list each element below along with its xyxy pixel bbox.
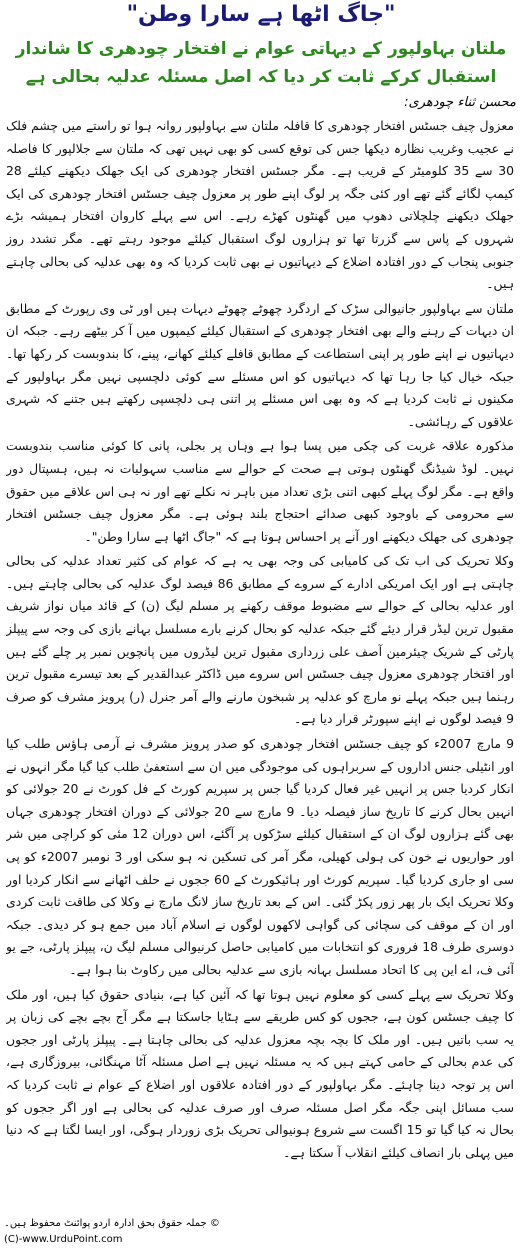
copyright-notice: (C)-www.UrduPoint.com [4, 1234, 123, 1245]
subheadline-line-2: استقبال کرکے ثابت کر دیا کہ اصل مسئلہ عدلیہ بحالی ہے [25, 67, 497, 87]
article-body [6, 115, 514, 1175]
paragraph: وکلا تحریک سے پہلے کسی کو معلوم نہیں ہوتا تھا کہ آئین کیا ہے، بنیادی حقوق کیا ہیں، اور ملک کا چیف جسٹس کون ہے، ججوں کو کس طریقے سے ہٹایا جاسکتا ہے مگر آج بچے بچے کی زبان پر یہ سب باتیں ہیں۔ اور ملک کا بچہ بچہ معزول عدلیہ کی بحالی چاہتا ہے۔ پیپلز پارٹی اور ججوں کی عدم بحالی کے حامی کہتے ہیں کہ یہ مسئلہ نہیں ہے اصل مسئلہ آٹا مہنگائی، بیروزگاری ہے، اس پر توجہ دینا چاہئے۔ مگر بہاولپور کے دور افتادہ علاقوں اور اضلاع کے عوام نے ثابت کردیا کہ سب مسائل اپنی جگہ مگر اصل مسئلہ صرف اور صرف عدلیہ کی بحالی ہے اور اگر ججوں کو بحال نہ کیا گیا تو 15 اگست سے شروع ہونیوالی تحریک بڑی زوردار ہوگی، اور ایسا لگتا ہے کہ دنیا میں پہلی بار انصاف کیلئے انقلاب آ سکتا ہے۔ [6, 986, 514, 1160]
paragraph: وکلا تحریک کی اب تک کی کامیابی کی وجہ بھی یہ ہے کہ عوام کی کثیر تعداد عدلیہ کی بحالی چاہتی ہے اور ایک امریکی ادارے کے سروے کے مطابق 86 فیصد لوگ عدلیہ کی بحالی چاہتے ہیں۔ اور عدلیہ بحالی کے حوالے سے مضبوط موقف رکھنے پر مسلم لیگ (ن) کے قائد میاں نواز شریف مقبول ترین لیڈر قرار دیئے گئے جبکہ عدلیہ کو بحال کرنے بارے مسلسل بہانے بازی کی وجہ سے پیپلز پارٹی کے شریک چیئرمین آصف علی زرداری مقبول ترین لیڈروں میں پانچویں نمبر پر چلے گئے ہیں اور افتخار چودھری معزول چیف جسٹس اس سروے میں ڈاکٹر عبدالقدیر کے بعد تیسرے مقبول ترین رہنما ہیں جبکہ پہلے نو مارچ کو عدلیہ پر شبخون مارنے والے آمر جنرل (ر) پرویز مشرف کو صرف 9 فیصد لوگوں نے اپنے سپورٹر قرار دیا ہے۔ [6, 553, 514, 727]
paragraph: معزول چیف جسٹس افتخار چودھری کا قافلہ ملتان سے بہاولپور روانہ ہوا تو راستے میں چشم فلک نے عجیب وغریب نظارہ دیکھا جس کی توقع کسی کو بھی نہیں تھی کہ ملتان سے جلالپور کا فاصلہ 30 سے 35 کلومیٹر کے قریب ہے۔ مگر جسٹس افتخار چودھری کی ایک جھلک دیکھنے کیلئے 28 کیمپ لگائے گئے تھے اور کئی جگہ پر لوگ اپنے طور پر معزول چیف جسٹس افتخار چودھری کی ایک جھلک دیکھنے چلچلاتی دھوپ میں گھنٹوں کھڑے رہے۔ اس سے پہلے کاروان افتخار ہمیشہ بڑے شہروں کے پاس سے گزرتا تھا تو ہزاروں لوگ استقبال کیلئے موجود رہتے تھے۔ مگر تشدد روز جنوبی پنجاب کے دور افتادہ اضلاع کے دیہاتیوں نے بھی ثابت کردیا کہ وہ بھی عدلیہ کی بحالی چاہتے ہیں۔ [6, 118, 514, 292]
paragraph: 9 مارچ 2007ء کو چیف جسٹس افتخار چودھری کو صدر پرویز مشرف نے آرمی ہاؤس طلب کیا اور انٹیلی جنس اداروں کے سربراہوں کی موجودگی میں ان سے استعفیٰ طلب کیا گیا مگر انہوں نے انکار کردیا جس پر انہیں غیر فعال کردیا گیا جس پر سپریم کورٹ کے فل کورٹ نے 20 جولائی کو انہیں بحال کرنے کا تاریخ ساز فیصلہ دیا۔ 9 مارچ سے 20 جولائی کے دوران افتخار چودھری جہاں بھی گئے ہزاروں لوگ ان کے استقبال کیلئے سڑکوں پر آگئے، اس دوران 12 مئی کو کراچی میں شر اور حواریوں نے خون کی ہولی کھیلی، مگر آمر کی تسکین نہ ہو سکی اور 3 نومبر 2007ء کو پی سی او جاری کردیا گیا۔ سپریم کورٹ اور ہائیکورٹ کے 60 ججوں نے حلف اٹھانے سے انکار کردیا اور وکلا تحریک ایک بار پھر زور پکڑ گئی۔ اس کے بعد تاریخ ساز لانگ مارچ نے وکلا کی طاقت ثابت کردی اور ان کے موقف کی سچائی کی گواہی لاکھوں لوگوں نے اسلام آباد میں جمع ہو کر دیدی۔ جبکہ دوسری طرف 18 فروری کو انتخابات میں کامیابی حاصل کرنیوالی مسلم لیگ ن، پیپلز پارٹی، جے یو آئی ف، اے این پی کا اتحاد مسلسل بہانہ بازی سے عدلیہ بحالی میں رکاوٹ بنا ہوا ہے۔ [6, 736, 514, 977]
headline: "جاگ اٹھا ہے سارا وطن" [126, 2, 396, 27]
paragraph: ملتان سے بہاولپور جانیوالی سڑک کے اردگرد چھوٹے چھوٹے دیہات ہیں اور ٹی وی رپورٹ کے مطابق ان دیہات کے رہنے والے بھی افتخار چودھری کے استقبال کیلئے کیمپوں میں آ کر بیٹھے رہے۔ جبکہ ان دیہاتیوں نے اپنے طور پر اپنی استطاعت کے مطابق قافلے کیلئے کھانے، پینے، کا بندوبست کر رکھا تھا۔ جبکہ خیال کیا جا رہا تھا کہ دیہاتیوں کو اس مسئلے سے کوئی دلچسپی نہیں مگر بہاولپور کے مکینوں نے ثابت کردیا ہے کہ وہ بھی اس مسئلے پر اتنی ہی دلچسپی رکھتے ہیں جتنے کہ شہری علاقوں کے رہائشی۔ [6, 300, 514, 429]
subheadline-line-1: ملتان بہاولپور کے دیہاتی عوام نے افتخار چودھری کا شاندار [15, 39, 507, 59]
rights-notice: © جملہ حقوق بحق ادارہ اردو پوائنٹ محفوظ ہیں۔ [4, 1218, 220, 1229]
byline: محسن ثناء چودھری: [404, 95, 516, 110]
paragraph: مذکورہ علاقہ غربت کی چکی میں پسا ہوا ہے وہاں پر بجلی، پانی کا کوئی مناسب بندوبست نہیں۔ لوڈ شیڈنگ گھنٹوں ہوتی ہے صحت کے حوالے سے مناسب سہولیات نہ ہیں، ہسپتال دور واقع ہے۔ مگر لوگ پہلے کبھی اتنی بڑی تعداد میں باہر نہ نکلے تھے اور نہ ہی اس علاقے میں حقوق سے محرومی کے باوجود کبھی صدائے احتجاج بلند ہوئی ہے۔ مگر معزول چیف جسٹس افتخار چودھری کی جھلک دیکھنے اور آنے پر احساس ہوتا ہے کہ "جاگ اٹھا ہے سارا وطن"۔ [6, 438, 514, 544]
